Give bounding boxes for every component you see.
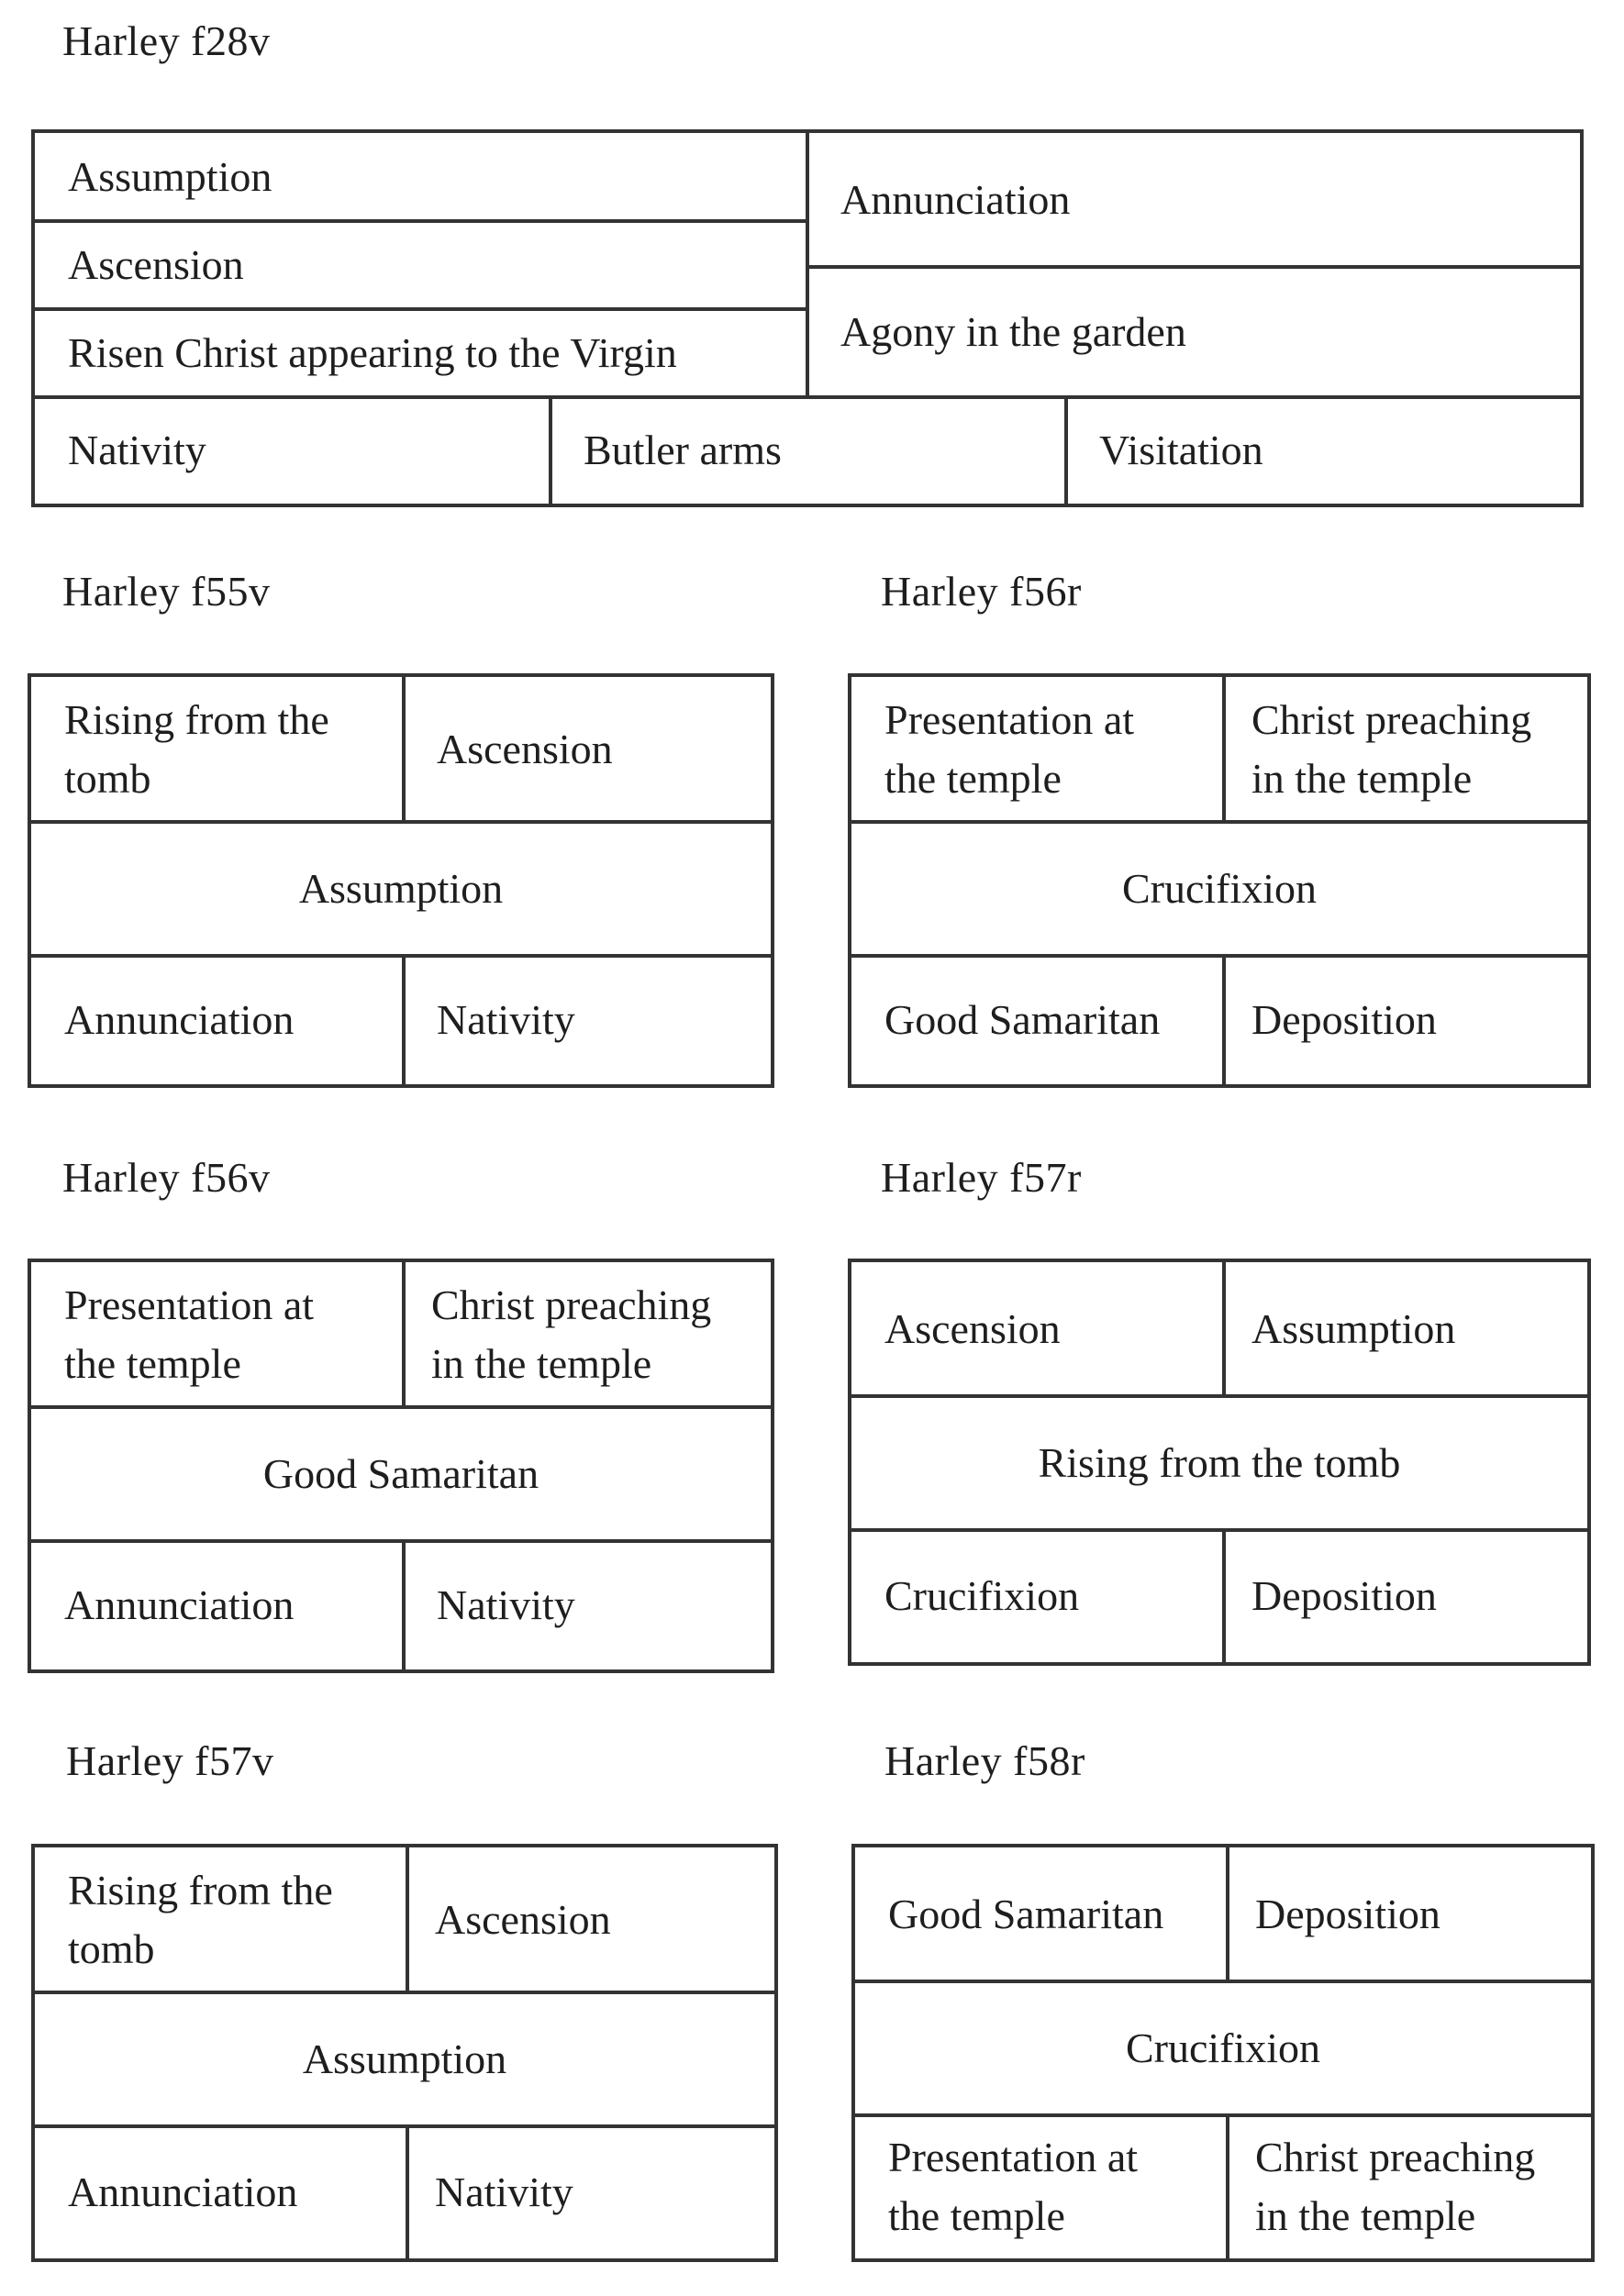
folio-layout-f28v	[31, 129, 1584, 507]
panel-top-right: Assumption	[1251, 1305, 1456, 1352]
divider	[402, 1541, 406, 1669]
panel-bottom-right: Deposition	[1251, 1572, 1437, 1619]
panel-bottom-left: Annunciation	[68, 2168, 298, 2215]
folio-layout-f56v	[28, 1259, 774, 1673]
panel-top-left: Rising from the tomb	[64, 696, 329, 802]
panel-top-left: Ascension	[884, 1305, 1061, 1352]
divider	[35, 2124, 774, 2128]
divider	[1222, 956, 1226, 1084]
panel-bottom-left: Crucifixion	[884, 1572, 1080, 1619]
divider	[549, 397, 552, 504]
panel-middle: Crucifixion	[1125, 2024, 1321, 2071]
panel-bottom-left: Annunciation	[64, 1581, 295, 1628]
folio-layout-f58r	[851, 1844, 1595, 2262]
panel-bottom-right: Christ preaching in the temple	[1255, 2134, 1536, 2239]
folio-title-f57v: Harley f57v	[66, 1737, 274, 1784]
panel-top-left: Rising from the tomb	[68, 1867, 333, 1972]
panel-bottom-left: Good Samaritan	[884, 996, 1161, 1043]
panel-agony: Agony in the garden	[840, 308, 1186, 355]
panel-top-right: Ascension	[435, 1896, 611, 1943]
folio-title-f57r: Harley f57r	[881, 1154, 1082, 1201]
divider	[1222, 1530, 1226, 1662]
divider	[35, 1991, 774, 1994]
divider	[406, 1847, 409, 1992]
divider	[855, 1980, 1591, 1983]
panel-middle: Good Samaritan	[262, 1450, 539, 1497]
panel-bottom-right: Nativity	[437, 1581, 575, 1628]
panel-assumption: Assumption	[68, 153, 273, 200]
divider	[31, 954, 771, 958]
panel-bottom-right: Deposition	[1251, 996, 1437, 1043]
panel-nativity: Nativity	[68, 427, 206, 473]
panel-risen-christ: Risen Christ appearing to the Virgin	[68, 329, 677, 376]
divider	[806, 133, 809, 397]
panel-top-left: Good Samaritan	[888, 1891, 1164, 1937]
panel-top-right: Deposition	[1255, 1891, 1440, 1937]
panel-middle: Rising from the tomb	[1038, 1439, 1401, 1486]
panel-top-left: Presentation at the temple	[64, 1281, 315, 1387]
panel-middle: Assumption	[298, 865, 504, 912]
panel-middle: Assumption	[302, 2035, 507, 2082]
folio-title-f58r: Harley f58r	[884, 1737, 1085, 1784]
panel-top-left: Presentation at the temple	[884, 696, 1135, 802]
panel-bottom-right: Nativity	[435, 2168, 573, 2215]
divider	[31, 1539, 771, 1543]
folio-layout-f55v	[28, 673, 774, 1088]
divider	[31, 820, 771, 824]
folio-layout-f57v	[31, 1844, 778, 2262]
divider	[35, 219, 807, 223]
folio-layout-f56r	[848, 673, 1591, 1088]
panel-top-right: Christ preaching in the temple	[1251, 696, 1532, 802]
divider	[1226, 1847, 1229, 1981]
divider	[402, 677, 406, 822]
folio-title-f56v: Harley f56v	[62, 1154, 271, 1201]
divider	[851, 954, 1587, 958]
panel-top-right: Christ preaching in the temple	[431, 1281, 712, 1387]
panel-annunciation: Annunciation	[840, 176, 1071, 223]
panel-ascension: Ascension	[68, 241, 244, 288]
panel-top-right: Ascension	[437, 726, 613, 772]
panel-bottom-left: Annunciation	[64, 996, 295, 1043]
divider	[31, 1405, 771, 1409]
panel-bottom-right: Nativity	[437, 996, 575, 1043]
folio-title-f56r: Harley f56r	[881, 568, 1082, 615]
folio-title-f28v: Harley f28v	[62, 17, 271, 64]
divider	[1226, 2115, 1229, 2258]
panel-visitation: Visitation	[1099, 427, 1263, 473]
panel-middle: Crucifixion	[1121, 865, 1318, 912]
divider	[402, 956, 406, 1084]
folio-title-f55v: Harley f55v	[62, 568, 271, 615]
divider	[402, 1262, 406, 1407]
folio-layout-f57r	[848, 1259, 1591, 1666]
panel-bottom-left: Presentation at the temple	[888, 2134, 1139, 2239]
divider	[855, 2113, 1591, 2117]
divider	[406, 2126, 409, 2258]
divider	[1222, 677, 1226, 822]
panel-butler-arms: Butler arms	[584, 427, 782, 473]
divider	[35, 307, 807, 311]
divider	[851, 1528, 1587, 1532]
divider	[851, 820, 1587, 824]
divider	[807, 265, 1580, 269]
divider	[1064, 397, 1068, 504]
divider	[851, 1394, 1587, 1398]
divider	[1222, 1262, 1226, 1396]
